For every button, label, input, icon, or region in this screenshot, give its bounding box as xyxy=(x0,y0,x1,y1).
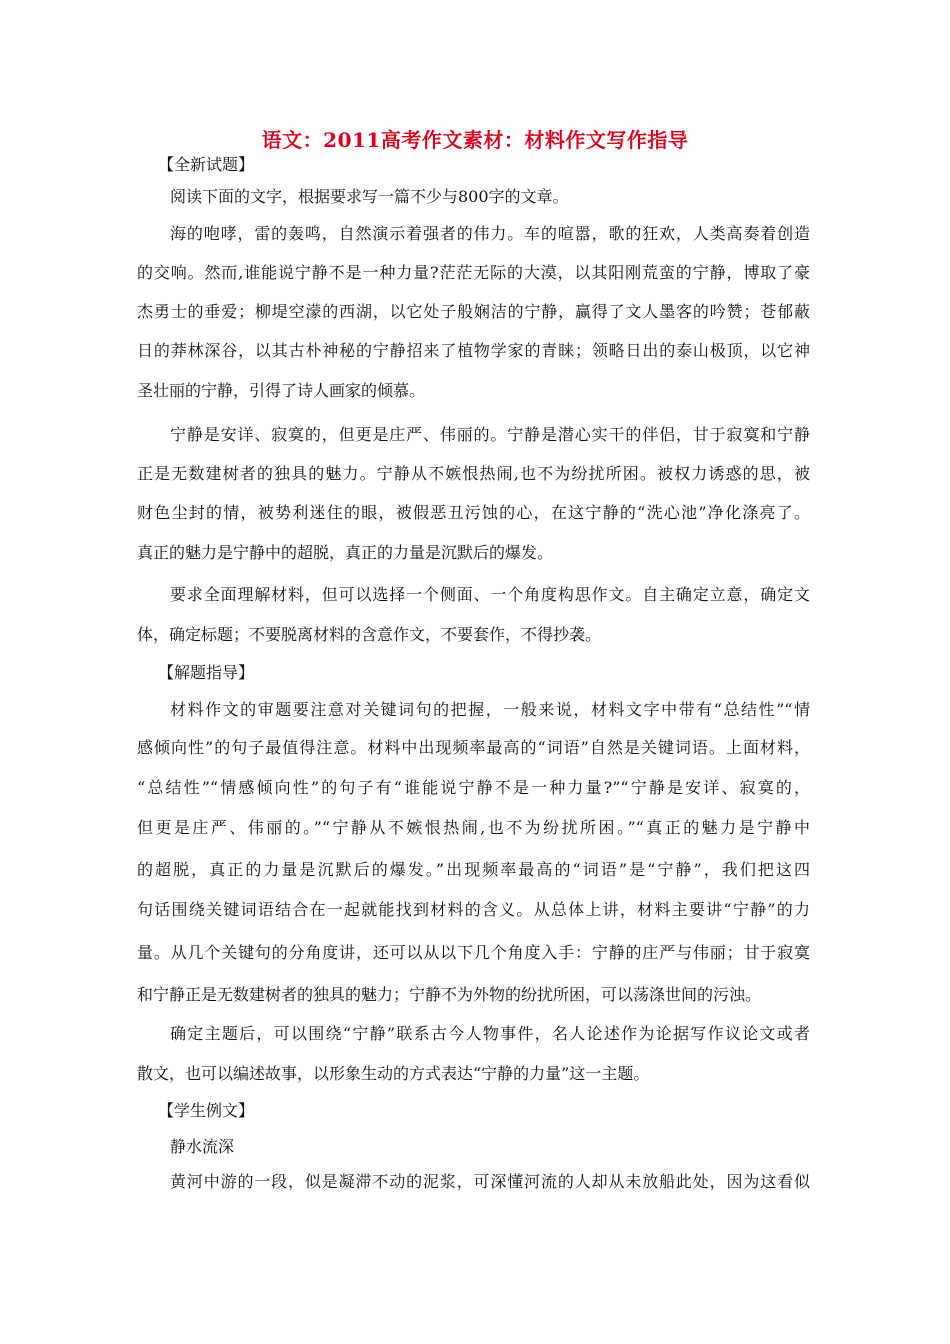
question-instruction: 阅读下面的文字，根据要求写一篇不少与800字的文章。 xyxy=(170,187,569,206)
requirement-line: 体，确定标题；不要脱离材料的含意作文，不要套作，不得抄袭。 xyxy=(137,625,602,644)
guidance-paragraph-1-line: 和宁静正是无数建树者的独具的魅力；宁静不为外物的纷扰所困，可以荡涤世间的污浊。 xyxy=(137,985,762,1004)
essay-title: 静水流深 xyxy=(170,1137,235,1156)
requirement-line: 要求全面理解材料，但可以选择一个侧面、一个角度构思作文。自主确定立意，确定文 xyxy=(170,585,810,604)
section-heading-new-question: 【全新试题】 xyxy=(158,155,255,174)
material-paragraph-2-line: 真正的魅力是宁静中的超脱，真正的力量是沉默后的爆发。 xyxy=(137,543,554,562)
material-paragraph-1-line: 圣壮丽的宁静，引得了诗人画家的倾慕。 xyxy=(137,381,426,400)
section-heading-guidance: 【解题指导】 xyxy=(158,663,255,682)
section-heading-student-essay: 【学生例文】 xyxy=(158,1101,255,1120)
guidance-paragraph-1-line: 但更是庄严、伟丽的。”“宁静从不嫉恨热闹,也不为纷扰所困。”“真正的魅力是宁静中 xyxy=(137,818,810,837)
material-paragraph-1-line: 日的莽林深谷，以其古朴神秘的宁静招来了植物学家的青睐；领略日出的泰山极顶，以它神 xyxy=(137,341,810,360)
guidance-paragraph-1-line: 的超脱，真正的力量是沉默后的爆发。”出现频率最高的“词语”是“宁静”，我们把这四 xyxy=(137,860,810,879)
guidance-paragraph-1-line: 量。从几个关键句的分角度讲，还可以从以下几个角度入手：宁静的庄严与伟丽；甘于寂寞 xyxy=(137,943,810,962)
guidance-paragraph-2-line: 确定主题后，可以围绕“宁静”联系古今人物事件，名人论述作为论据写作议论文或者 xyxy=(170,1024,810,1043)
material-paragraph-2-line: 财色尘封的情，被势利迷住的眼，被假恶丑污蚀的心，在这宁静的“洗心池”净化涤亮了。 xyxy=(137,503,810,522)
guidance-paragraph-1-line: 材料作文的审题要注意对关键词句的把握，一般来说，材料文字中带有“总结性”“情 xyxy=(170,700,810,719)
guidance-paragraph-1-line: 句话围绕关键词语结合在一起就能找到材料的含义。从总体上讲，材料主要讲“宁静”的力 xyxy=(137,900,810,919)
guidance-paragraph-1-line: 感倾向性”的句子最值得注意。材料中出现频率最高的“词语”自然是关键词语。上面材料， xyxy=(137,738,810,757)
guidance-paragraph-2-line: 散文，也可以编述故事，以形象生动的方式表达“宁静的力量”这一主题。 xyxy=(137,1064,650,1083)
essay-body-line: 黄河中游的一段，似是凝滞不动的泥浆，可深懂河流的人却从未放船此处，因为这看似 xyxy=(170,1172,810,1191)
material-paragraph-2-line: 正是无数建树者的独具的魅力。宁静从不嫉恨热闹,也不为纷扰所困。被权力诱惑的思，被 xyxy=(137,464,810,483)
material-paragraph-1-line: 海的咆哮，雷的轰鸣，自然演示着强者的伟力。车的喧嚣，歌的狂欢，人类高奏着创造 xyxy=(170,224,810,243)
material-paragraph-2-line: 宁静是安详、寂寞的，但更是庄严、伟丽的。宁静是潜心实干的伴侣，甘于寂寞和宁静 xyxy=(170,425,810,444)
document-title: 语文：2011高考作文素材：材料作文写作指导 xyxy=(261,128,689,152)
guidance-paragraph-1-line: “总结性”“情感倾向性”的句子有“谁能说宁静不是一种力量?”“宁静是安详、寂寞的， xyxy=(137,778,810,797)
material-paragraph-1-line: 杰勇士的垂爱；柳堤空濛的西湖，以它处子般娴洁的宁静，赢得了文人墨客的吟赞；苍郁蔽 xyxy=(137,302,810,321)
material-paragraph-1-line: 的交响。然而,谁能说宁静不是一种力量?茫茫无际的大漠，以其阳刚荒蛮的宁静，博取了豪 xyxy=(137,263,810,282)
